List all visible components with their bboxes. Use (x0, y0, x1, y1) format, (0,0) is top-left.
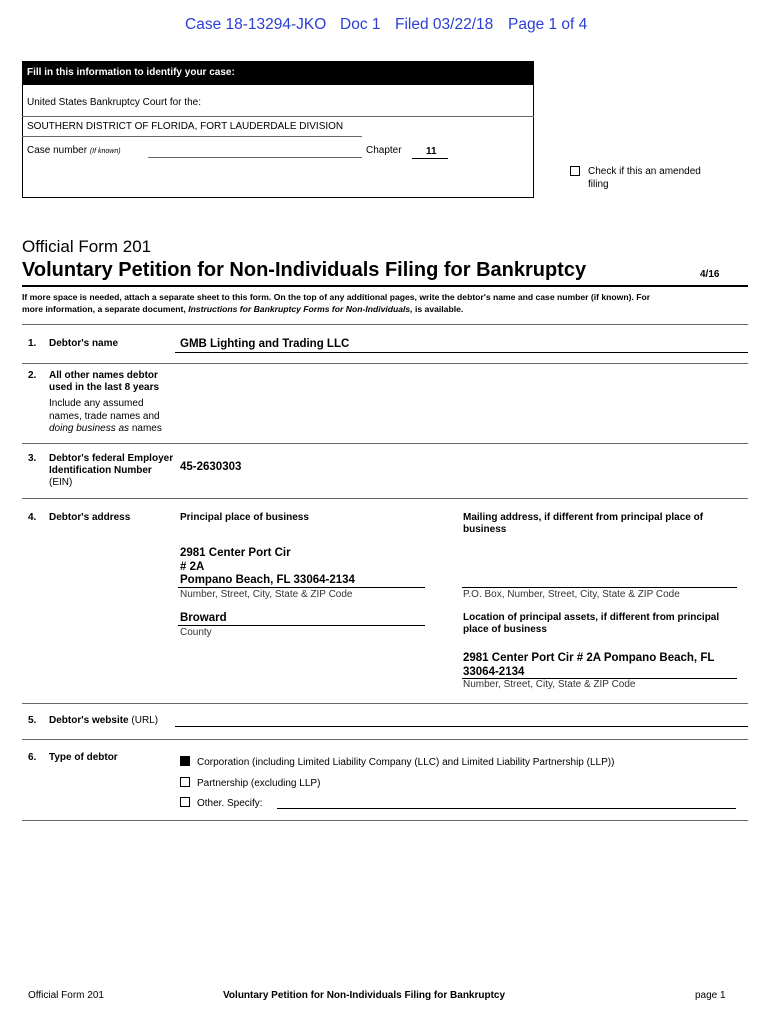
section-divider-7 (22, 820, 748, 821)
instructions-line-2 (22, 303, 650, 315)
assets-line-2: 33064-2134 (463, 665, 525, 678)
assets-heading-2: place of business (463, 624, 547, 635)
partnership-option-label: Partnership (excluding LLP) (197, 778, 321, 789)
identify-box-title: Fill in this information to identify your case: (22, 61, 534, 85)
section-divider-5 (22, 703, 748, 704)
court-district: SOUTHERN DISTRICT OF FLORIDA, FORT LAUDERDALE DIVISION (27, 121, 344, 132)
mailing-address-heading (463, 512, 703, 536)
court-label: United States Bankruptcy Court for the: (27, 97, 201, 108)
page-count-header: Page 1 of 4 (508, 16, 588, 33)
debtor-name-field[interactable] (175, 352, 748, 353)
mailing-address-field[interactable] (462, 587, 737, 588)
q5-number-row (28, 715, 36, 726)
debtor-type-label: Type of debtor (49, 752, 118, 763)
dba-text: doing business as (49, 423, 130, 434)
other-type-option-label: Other. Specify: (197, 798, 263, 809)
other-type-checkbox[interactable] (180, 797, 190, 807)
doc-number-header: Doc 1 (340, 16, 381, 33)
q1-number: 1. (28, 338, 37, 349)
case-number-hint: (If known) (89, 148, 121, 155)
case-number-label-text: Case number (27, 145, 88, 156)
title-rule (22, 285, 748, 287)
filed-date-header: Filed 03/22/18 (395, 16, 494, 33)
instructions-text-a: more information, a separate document, (22, 304, 189, 314)
footer-form-title: Voluntary Petition for Non-Individuals Filing for Bankruptcy (223, 990, 506, 1001)
ein-label-1: Debtor's federal Employer (49, 453, 174, 464)
section-divider-1 (22, 324, 748, 325)
case-number-header: Case 18-13294-JKO (185, 16, 327, 33)
assets-heading-1: Location of principal assets, if different from principal (463, 612, 720, 623)
q3-number: 3. (28, 453, 37, 464)
other-names-hint (49, 398, 162, 436)
section-divider-6 (22, 739, 748, 740)
amended-label-line-1: Check if this an amended (588, 166, 701, 177)
other-names-label-1: All other names debtor (49, 370, 158, 381)
debtor-name-label: Debtor's name (49, 338, 119, 349)
principal-city: Pompano Beach, FL 33064-2134 (180, 574, 355, 586)
ein-label-3: (EIN) (49, 477, 73, 488)
footer-form-name: Official Form 201 (28, 990, 104, 1001)
principal-street-1: 2981 Center Port Cir (180, 547, 291, 559)
ein-label (49, 453, 173, 489)
principal-address-caption: Number, Street, City, State & ZIP Code (180, 589, 353, 600)
case-number-label (27, 145, 121, 156)
principal-place-heading: Principal place of business (180, 512, 309, 523)
other-type-field[interactable] (277, 808, 736, 809)
debtor-name-value: GMB Lighting and Trading LLC (180, 338, 350, 350)
chapter-value: 11 (426, 146, 437, 157)
principal-assets-heading (463, 612, 719, 636)
debtor-address-label: Debtor's address (49, 512, 131, 523)
corporation-option-label: Corporation (including Limited Liability Company (LLC) and Limited Liability Partnership (LLP)) (197, 757, 615, 768)
partnership-checkbox[interactable] (180, 777, 190, 787)
instructions-doc-title: Instructions for Bankruptcy Forms for Non-Individuals, (188, 304, 413, 314)
website-label-suffix: (URL) (128, 715, 159, 726)
identify-box-divider (22, 116, 534, 117)
chapter-underline (412, 158, 448, 159)
chapter-label: Chapter (366, 145, 402, 156)
other-names-label-2: used in the last 8 years (49, 382, 160, 393)
amended-filing-checkbox[interactable] (570, 166, 580, 176)
amended-filing-label (588, 165, 701, 191)
section-divider-3 (22, 443, 748, 444)
mailing-address-caption: P.O. Box, Number, Street, City, State & ZIP Code (463, 589, 680, 600)
county-value: Broward (180, 612, 227, 624)
principal-address-value (180, 547, 355, 588)
ein-value: 45-2630303 (180, 461, 242, 473)
other-names-hint-3 (49, 423, 162, 436)
q2-number: 2. (28, 370, 37, 381)
form-version: 4/16 (700, 269, 720, 280)
principal-street-2: # 2A (180, 560, 205, 573)
other-names-hint-1: Include any assumed (49, 398, 144, 409)
amended-label-line-2: filing (588, 179, 609, 190)
other-names-label (49, 370, 159, 394)
dba-suffix: names (129, 423, 162, 434)
county-field[interactable] (178, 625, 425, 626)
form-title: Voluntary Petition for Non-Individuals Filing for Bankruptcy (22, 259, 587, 281)
other-names-hint-2: names, trade names and (49, 410, 160, 422)
instructions-text-c: is available. (412, 304, 464, 314)
assets-line-1: 2981 Center Port Cir # 2A Pompano Beach, FL (463, 652, 715, 664)
principal-assets-caption: Number, Street, City, State & ZIP Code (463, 679, 636, 690)
section-divider-4 (22, 498, 748, 499)
ein-label-2: Identification Number (49, 465, 152, 476)
principal-assets-value (463, 652, 714, 679)
case-number-field[interactable] (148, 157, 362, 158)
section-divider-2 (22, 363, 748, 364)
mailing-heading-2: business (463, 524, 507, 535)
website-label (49, 715, 158, 726)
form-name: Official Form 201 (22, 237, 152, 256)
instructions-line-1: If more space is needed, attach a separate sheet to this form. On the top of any additional pages, write the debtor's name and case number (if known). For (22, 292, 651, 302)
q5-number: 5. (28, 715, 37, 726)
principal-address-field[interactable] (178, 587, 425, 588)
q4-number: 4. (28, 512, 37, 523)
mailing-heading-1: Mailing address, if different from principal place of (463, 512, 704, 523)
form-instructions (22, 291, 650, 315)
district-underline (22, 136, 362, 137)
corporation-checkbox[interactable] (180, 756, 190, 766)
county-caption: County (180, 627, 212, 638)
website-field[interactable] (175, 726, 748, 727)
website-label-text: Debtor's website (49, 715, 129, 726)
q6-number: 6. (28, 752, 37, 763)
footer-page-number: page 1 (695, 990, 726, 1001)
